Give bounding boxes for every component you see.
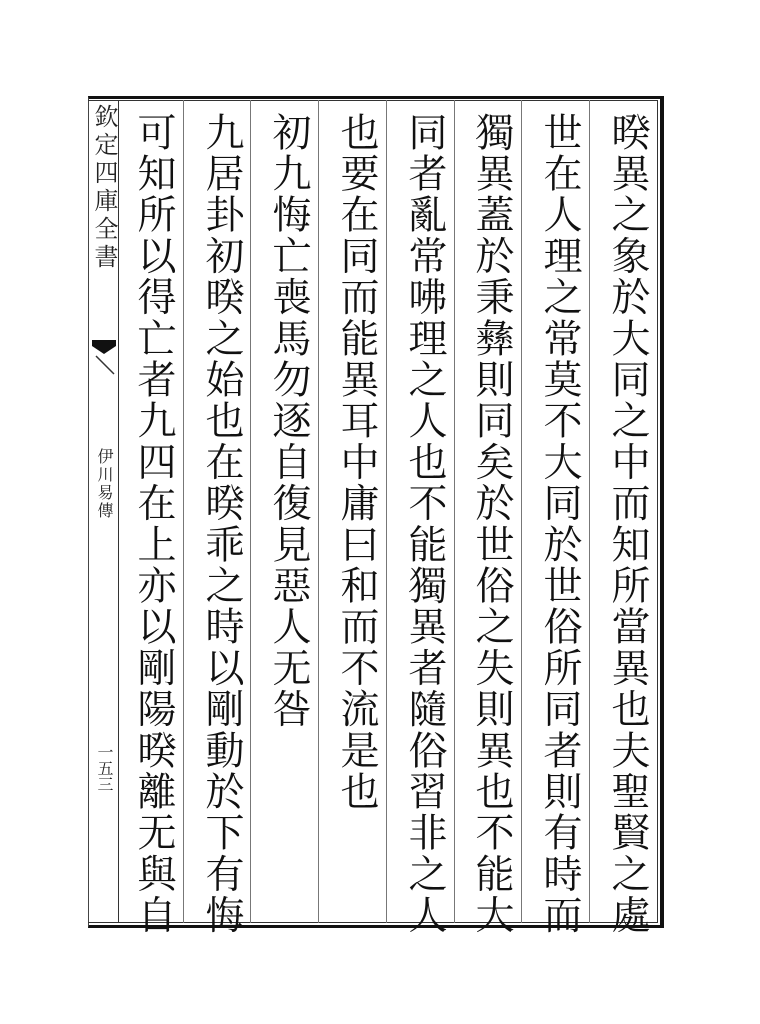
text-column-5: 也要在同而能異耳中庸曰和而不流是也 (334, 112, 379, 813)
text-column-6: 初九悔亡喪馬勿逐自復見惡人无咎 (266, 112, 311, 730)
text-column-2: 世在人理之常莫不大同於世俗所同者則有時而 (537, 112, 582, 936)
text-column-7: 九居卦初暌之始也在暌乖之時以剛動於下有悔 (199, 112, 244, 936)
column-rule (250, 100, 251, 923)
column-rule (386, 100, 387, 923)
text-column-1: 暌異之象於大同之中而知所當異也夫聖賢之處 (605, 112, 650, 936)
text-column-8: 可知所以得亡者九四在上亦以剛陽暌離无與自 (131, 112, 176, 936)
text-column-3: 獨異蓋於秉彝則同矣於世俗之失則異也不能大 (469, 112, 514, 936)
margin-page-number: 一五三 (95, 744, 114, 792)
fish-tail-mark-icon (90, 336, 118, 376)
column-rule (183, 100, 184, 923)
column-rule (454, 100, 455, 923)
margin-collection-title: 欽定四庫全書 (90, 104, 118, 272)
text-column-4: 同者亂常咈理之人也不能獨異者隨俗習非之人 (402, 112, 447, 936)
margin-border (118, 100, 119, 923)
column-rule (521, 100, 522, 923)
column-rule (318, 100, 319, 923)
column-rule (589, 100, 590, 923)
margin-book-title: 伊川易傳 (95, 448, 114, 520)
